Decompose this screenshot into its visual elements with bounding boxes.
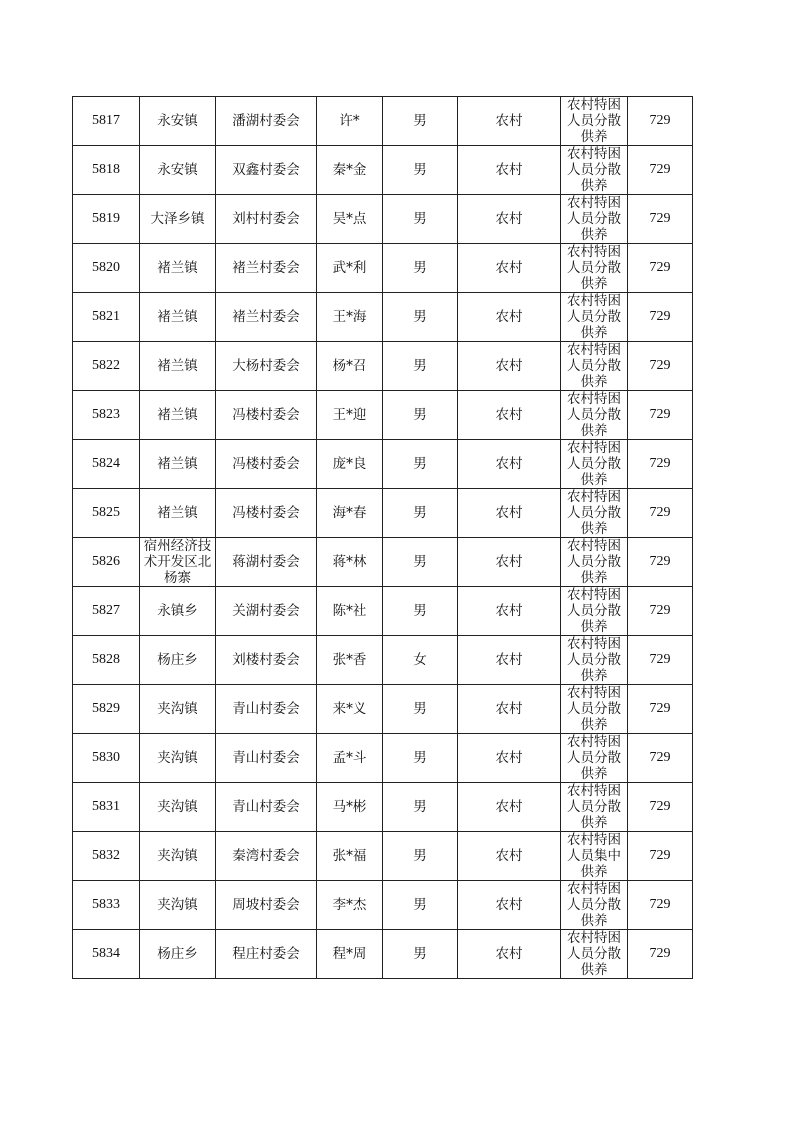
village-cell: 蒋湖村委会 — [216, 538, 317, 587]
category-cell — [561, 244, 628, 293]
category-cell — [561, 440, 628, 489]
gender-cell: 男 — [383, 391, 458, 440]
serial-number-cell: 5818 — [73, 146, 140, 195]
category-cell — [561, 342, 628, 391]
amount-cell: 729 — [628, 685, 693, 734]
residence-cell: 农村 — [458, 293, 561, 342]
category-cell — [561, 538, 628, 587]
serial-number-cell: 5828 — [73, 636, 140, 685]
serial-number-cell: 5831 — [73, 783, 140, 832]
amount-cell: 729 — [628, 587, 693, 636]
table-row — [73, 244, 693, 293]
category-text: 农村特困人员分散供养 — [567, 293, 621, 341]
village-cell: 青山村委会 — [216, 685, 317, 734]
table-row — [73, 685, 693, 734]
town-text: 宿州经济技术开发区北杨寨 — [143, 538, 212, 586]
name-cell: 孟*斗 — [317, 734, 383, 783]
residence-cell: 农村 — [458, 538, 561, 587]
village-cell: 冯楼村委会 — [216, 489, 317, 538]
village-cell: 关湖村委会 — [216, 587, 317, 636]
table-row — [73, 587, 693, 636]
table-row — [73, 636, 693, 685]
category-cell — [561, 636, 628, 685]
table-row — [73, 391, 693, 440]
name-cell: 来*义 — [317, 685, 383, 734]
village-cell: 潘湖村委会 — [216, 97, 317, 146]
serial-number-cell: 5821 — [73, 293, 140, 342]
name-cell: 许* — [317, 97, 383, 146]
village-cell: 褚兰村委会 — [216, 293, 317, 342]
village-cell: 冯楼村委会 — [216, 440, 317, 489]
gender-cell: 女 — [383, 636, 458, 685]
category-cell — [561, 930, 628, 979]
town-cell — [140, 538, 216, 587]
name-cell: 武*利 — [317, 244, 383, 293]
town-cell: 杨庄乡 — [140, 636, 216, 685]
category-cell — [561, 734, 628, 783]
category-text: 农村特困人员分散供养 — [567, 146, 621, 194]
village-cell: 青山村委会 — [216, 734, 317, 783]
town-cell: 夹沟镇 — [140, 685, 216, 734]
town-cell: 杨庄乡 — [140, 930, 216, 979]
town-cell: 夹沟镇 — [140, 734, 216, 783]
name-cell: 吴*点 — [317, 195, 383, 244]
town-cell: 大泽乡镇 — [140, 195, 216, 244]
village-cell: 大杨村委会 — [216, 342, 317, 391]
category-text: 农村特困人员集中供养 — [567, 832, 621, 880]
serial-number-cell: 5826 — [73, 538, 140, 587]
gender-cell: 男 — [383, 881, 458, 930]
serial-number-cell: 5825 — [73, 489, 140, 538]
residence-cell: 农村 — [458, 440, 561, 489]
serial-number-cell: 5817 — [73, 97, 140, 146]
category-text: 农村特困人员分散供养 — [567, 195, 621, 243]
amount-cell: 729 — [628, 440, 693, 489]
village-cell: 周坡村委会 — [216, 881, 317, 930]
gender-cell: 男 — [383, 734, 458, 783]
category-cell — [561, 832, 628, 881]
town-cell: 永安镇 — [140, 146, 216, 195]
town-cell: 夹沟镇 — [140, 832, 216, 881]
table-body — [73, 97, 693, 979]
amount-cell: 729 — [628, 734, 693, 783]
table-row — [73, 440, 693, 489]
serial-number-cell: 5820 — [73, 244, 140, 293]
name-cell: 马*彬 — [317, 783, 383, 832]
table-row — [73, 146, 693, 195]
table-row — [73, 342, 693, 391]
residence-cell: 农村 — [458, 734, 561, 783]
name-cell: 庞*良 — [317, 440, 383, 489]
category-cell — [561, 391, 628, 440]
gender-cell: 男 — [383, 195, 458, 244]
amount-cell: 729 — [628, 97, 693, 146]
name-cell: 海*春 — [317, 489, 383, 538]
serial-number-cell: 5830 — [73, 734, 140, 783]
village-cell: 青山村委会 — [216, 783, 317, 832]
name-cell: 杨*召 — [317, 342, 383, 391]
category-cell — [561, 489, 628, 538]
residence-cell: 农村 — [458, 195, 561, 244]
name-cell: 李*杰 — [317, 881, 383, 930]
amount-cell: 729 — [628, 293, 693, 342]
amount-cell: 729 — [628, 930, 693, 979]
serial-number-cell: 5819 — [73, 195, 140, 244]
village-cell: 双鑫村委会 — [216, 146, 317, 195]
gender-cell: 男 — [383, 538, 458, 587]
gender-cell: 男 — [383, 587, 458, 636]
amount-cell: 729 — [628, 783, 693, 832]
residence-cell: 农村 — [458, 97, 561, 146]
serial-number-cell: 5823 — [73, 391, 140, 440]
gender-cell: 男 — [383, 293, 458, 342]
town-cell: 褚兰镇 — [140, 244, 216, 293]
residence-cell: 农村 — [458, 832, 561, 881]
amount-cell: 729 — [628, 391, 693, 440]
gender-cell: 男 — [383, 930, 458, 979]
category-text: 农村特困人员分散供养 — [567, 783, 621, 831]
name-cell: 张*福 — [317, 832, 383, 881]
amount-cell: 729 — [628, 636, 693, 685]
town-cell: 永安镇 — [140, 97, 216, 146]
town-cell: 永镇乡 — [140, 587, 216, 636]
table-row — [73, 930, 693, 979]
category-text: 农村特困人员分散供养 — [567, 636, 621, 684]
category-cell — [561, 881, 628, 930]
residence-cell: 农村 — [458, 146, 561, 195]
amount-cell: 729 — [628, 244, 693, 293]
town-cell: 褚兰镇 — [140, 489, 216, 538]
gender-cell: 男 — [383, 146, 458, 195]
amount-cell: 729 — [628, 881, 693, 930]
gender-cell: 男 — [383, 97, 458, 146]
category-cell — [561, 195, 628, 244]
relief-recipient-table — [72, 96, 693, 979]
category-text: 农村特困人员分散供养 — [567, 587, 621, 635]
town-cell: 褚兰镇 — [140, 342, 216, 391]
table-row — [73, 832, 693, 881]
name-cell: 程*周 — [317, 930, 383, 979]
amount-cell: 729 — [628, 342, 693, 391]
gender-cell: 男 — [383, 489, 458, 538]
category-text: 农村特困人员分散供养 — [567, 881, 621, 929]
name-cell: 陈*社 — [317, 587, 383, 636]
gender-cell: 男 — [383, 342, 458, 391]
table-row — [73, 881, 693, 930]
residence-cell: 农村 — [458, 342, 561, 391]
residence-cell: 农村 — [458, 391, 561, 440]
residence-cell: 农村 — [458, 685, 561, 734]
village-cell: 冯楼村委会 — [216, 391, 317, 440]
town-cell: 褚兰镇 — [140, 391, 216, 440]
name-cell: 王*海 — [317, 293, 383, 342]
category-cell — [561, 97, 628, 146]
gender-cell: 男 — [383, 244, 458, 293]
category-text: 农村特困人员分散供养 — [567, 244, 621, 292]
table-row — [73, 538, 693, 587]
category-cell — [561, 587, 628, 636]
category-cell — [561, 685, 628, 734]
category-text: 农村特困人员分散供养 — [567, 342, 621, 390]
town-cell: 褚兰镇 — [140, 440, 216, 489]
gender-cell: 男 — [383, 832, 458, 881]
amount-cell: 729 — [628, 538, 693, 587]
relief-recipient-table-page — [72, 96, 692, 979]
serial-number-cell: 5833 — [73, 881, 140, 930]
category-cell — [561, 146, 628, 195]
category-text: 农村特困人员分散供养 — [567, 97, 621, 145]
gender-cell: 男 — [383, 685, 458, 734]
category-text: 农村特困人员分散供养 — [567, 391, 621, 439]
table-row — [73, 293, 693, 342]
table-row — [73, 97, 693, 146]
residence-cell: 农村 — [458, 587, 561, 636]
amount-cell: 729 — [628, 832, 693, 881]
table-row — [73, 734, 693, 783]
residence-cell: 农村 — [458, 881, 561, 930]
amount-cell: 729 — [628, 146, 693, 195]
category-cell — [561, 293, 628, 342]
village-cell: 程庄村委会 — [216, 930, 317, 979]
serial-number-cell: 5827 — [73, 587, 140, 636]
category-text: 农村特困人员分散供养 — [567, 734, 621, 782]
name-cell: 王*迎 — [317, 391, 383, 440]
town-cell: 夹沟镇 — [140, 881, 216, 930]
residence-cell: 农村 — [458, 783, 561, 832]
gender-cell: 男 — [383, 440, 458, 489]
serial-number-cell: 5829 — [73, 685, 140, 734]
residence-cell: 农村 — [458, 930, 561, 979]
table-row — [73, 489, 693, 538]
name-cell: 蒋*林 — [317, 538, 383, 587]
category-text: 农村特困人员分散供养 — [567, 538, 621, 586]
residence-cell: 农村 — [458, 244, 561, 293]
serial-number-cell: 5834 — [73, 930, 140, 979]
serial-number-cell: 5824 — [73, 440, 140, 489]
village-cell: 秦湾村委会 — [216, 832, 317, 881]
name-cell: 张*香 — [317, 636, 383, 685]
town-cell: 夹沟镇 — [140, 783, 216, 832]
category-text: 农村特困人员分散供养 — [567, 489, 621, 537]
town-cell: 褚兰镇 — [140, 293, 216, 342]
residence-cell: 农村 — [458, 489, 561, 538]
category-text: 农村特困人员分散供养 — [567, 685, 621, 733]
serial-number-cell: 5822 — [73, 342, 140, 391]
table-row — [73, 195, 693, 244]
amount-cell: 729 — [628, 489, 693, 538]
gender-cell: 男 — [383, 783, 458, 832]
category-text: 农村特困人员分散供养 — [567, 930, 621, 978]
residence-cell: 农村 — [458, 636, 561, 685]
table-row — [73, 783, 693, 832]
category-text: 农村特困人员分散供养 — [567, 440, 621, 488]
serial-number-cell: 5832 — [73, 832, 140, 881]
village-cell: 褚兰村委会 — [216, 244, 317, 293]
village-cell: 刘村村委会 — [216, 195, 317, 244]
category-cell — [561, 783, 628, 832]
name-cell: 秦*金 — [317, 146, 383, 195]
village-cell: 刘楼村委会 — [216, 636, 317, 685]
amount-cell: 729 — [628, 195, 693, 244]
